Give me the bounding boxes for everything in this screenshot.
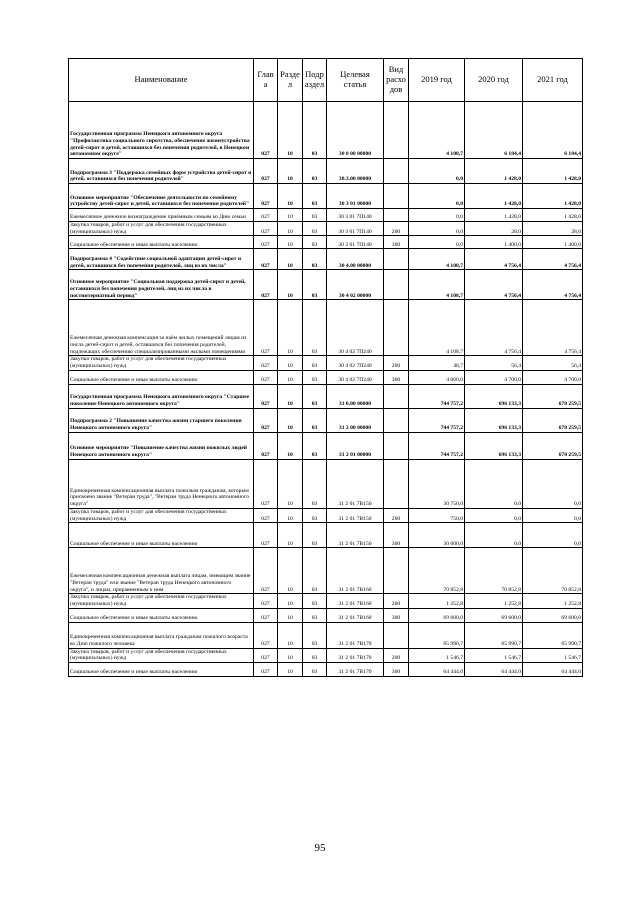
- row-expense: [384, 270, 409, 300]
- row-value-2020: 0,0: [465, 523, 523, 548]
- row-value-2021: 69 600,0: [523, 608, 583, 622]
- row-chapter: 027: [254, 184, 278, 209]
- table-row: [69, 159, 583, 184]
- row-value-2021: 4 756,4: [523, 300, 583, 356]
- row-subsection: 03: [303, 608, 327, 622]
- row-name: Государственная программа Ненецкого автономного округа "Профилактика социального сиротства, обеспечение жизнеустройства детей-сирот и детей, оставшихся без попечения родителей, в Ненецком автономном округе": [69, 102, 254, 159]
- row-chapter: 027: [254, 102, 278, 159]
- row-value-2020: 1 428,0: [465, 184, 523, 209]
- row-expense: 200: [384, 594, 409, 608]
- row-target: 31 2 01 7В170: [327, 663, 384, 677]
- row-name: Ежемесячное денежное вознаграждение приёмным семьям ко Дню семьи: [69, 209, 254, 222]
- row-section: 10: [278, 432, 303, 459]
- table-row: [69, 459, 583, 508]
- row-name: Закупка товаров, работ и услуг для обеспечения государственных (муниципальных) нужд: [69, 508, 254, 522]
- row-target: 31 2 01 7В150: [327, 459, 384, 508]
- row-subsection: 03: [303, 159, 327, 184]
- row-name: Основное мероприятие "Обеспечение деятельности по семейному устройству детей-сирот и детей, оставшихся без попечения родителей": [69, 184, 254, 209]
- row-subsection: 03: [303, 432, 327, 459]
- row-value-2021: 0,0: [523, 459, 583, 508]
- row-chapter: 027: [254, 222, 278, 236]
- row-target: 30 3 01 7П140: [327, 209, 384, 222]
- row-name: Подпрограмма 2 "Повышение качества жизни старшего поколения Ненецкого автономного округа": [69, 408, 254, 432]
- row-value-2020: 4 756,4: [465, 249, 523, 270]
- row-subsection: 03: [303, 370, 327, 384]
- row-target: 30 4.00 00000: [327, 249, 384, 270]
- row-value-2019: 4 108,7: [409, 300, 465, 356]
- row-value-2020: 64 444,0: [465, 663, 523, 677]
- row-target: 30 4 02 7П240: [327, 300, 384, 356]
- row-name: Социальное обеспечение и иные выплаты населению: [69, 663, 254, 677]
- row-chapter: 027: [254, 548, 278, 594]
- row-value-2020: 65 990,7: [465, 622, 523, 648]
- row-section: 10: [278, 608, 303, 622]
- row-section: 10: [278, 523, 303, 548]
- row-value-2019: 69 600,0: [409, 608, 465, 622]
- row-chapter: 027: [254, 459, 278, 508]
- row-value-2021: 0,0: [523, 508, 583, 522]
- row-name: Ежемесячная компенсационная денежная выплата лицам, имеющим звание "Ветеран труда" или звание "Ветеран труда Ненецкого автономного округа", и лицам, приравненным к ним: [69, 548, 254, 594]
- row-subsection: 03: [303, 222, 327, 236]
- row-section: 10: [278, 356, 303, 370]
- row-value-2021: 1 546,7: [523, 648, 583, 662]
- table-row: [69, 270, 583, 300]
- row-target: 30 0 00 00000: [327, 102, 384, 159]
- row-section: 10: [278, 159, 303, 184]
- row-value-2021: 678 259,5: [523, 384, 583, 408]
- table-row: [69, 648, 583, 662]
- row-name: Закупка товаров, работ и услуг для обеспечения государственных (муниципальных) нужд: [69, 648, 254, 662]
- row-chapter: 027: [254, 508, 278, 522]
- row-value-2021: 64 444,0: [523, 663, 583, 677]
- row-subsection: 03: [303, 236, 327, 249]
- row-value-2019: 48,7: [409, 356, 465, 370]
- table-row: [69, 370, 583, 384]
- row-chapter: 027: [254, 594, 278, 608]
- row-section: 10: [278, 459, 303, 508]
- row-subsection: 03: [303, 663, 327, 677]
- row-value-2020: 1 400,0: [465, 236, 523, 249]
- row-value-2021: 678 259,5: [523, 408, 583, 432]
- row-value-2021: 1 400,0: [523, 236, 583, 249]
- row-chapter: 027: [254, 209, 278, 222]
- row-value-2021: 6 184,4: [523, 102, 583, 159]
- table-row: [69, 663, 583, 677]
- row-target: 31 2 01 7В160: [327, 608, 384, 622]
- row-chapter: 027: [254, 384, 278, 408]
- row-chapter: 027: [254, 523, 278, 548]
- row-value-2020: 1 428,0: [465, 209, 523, 222]
- row-section: 10: [278, 508, 303, 522]
- row-value-2021: 1 252,8: [523, 594, 583, 608]
- row-section: 10: [278, 594, 303, 608]
- row-value-2021: 0,0: [523, 523, 583, 548]
- row-name: Единовременная компенсационная выплата пожилым гражданам, которым присвоено звание "Ветеран труда", "Ветеран труда Ненецкого автономного округа": [69, 459, 254, 508]
- row-section: 10: [278, 184, 303, 209]
- row-value-2020: 4 756,4: [465, 270, 523, 300]
- row-name: Подпрограмма 3 "Поддержка семейных форм устройства детей-сирот и детей, оставшихся без попечения родителей": [69, 159, 254, 184]
- row-section: 10: [278, 300, 303, 356]
- column-header-2021: 2021 год: [523, 59, 583, 102]
- column-header-name: Наименование: [69, 59, 254, 102]
- row-expense: [384, 459, 409, 508]
- row-target: 30 4 02 7П240: [327, 356, 384, 370]
- row-subsection: 03: [303, 523, 327, 548]
- row-expense: [384, 408, 409, 432]
- row-chapter: 027: [254, 408, 278, 432]
- row-target: 31 2 01 7В160: [327, 548, 384, 594]
- row-subsection: 03: [303, 184, 327, 209]
- row-chapter: 027: [254, 608, 278, 622]
- row-name: Основное мероприятие "Социальная поддержка детей-сирот и детей, оставшихся без попечения родителей, лиц из их числа в постинтернатный период": [69, 270, 254, 300]
- column-header-2020: 2020 год: [465, 59, 523, 102]
- row-value-2021: 4 700,0: [523, 370, 583, 384]
- row-value-2021: 1 428,0: [523, 184, 583, 209]
- row-subsection: 03: [303, 356, 327, 370]
- table-row: [69, 408, 583, 432]
- row-subsection: 03: [303, 648, 327, 662]
- row-section: 10: [278, 222, 303, 236]
- row-value-2021: 4 756,4: [523, 249, 583, 270]
- table-row: [69, 432, 583, 459]
- table-row: [69, 222, 583, 236]
- row-value-2020: 70 852,8: [465, 548, 523, 594]
- row-expense: [384, 209, 409, 222]
- row-value-2019: 70 852,8: [409, 548, 465, 594]
- row-target: 31 2 01 7В150: [327, 508, 384, 522]
- row-target: 31 2 01 7В160: [327, 594, 384, 608]
- row-name: Социальное обеспечение и иные выплаты населению: [69, 370, 254, 384]
- table-row: [69, 300, 583, 356]
- table-row: [69, 184, 583, 209]
- row-chapter: 027: [254, 356, 278, 370]
- row-value-2019: 64 444,0: [409, 663, 465, 677]
- table-row: [69, 236, 583, 249]
- row-section: 10: [278, 648, 303, 662]
- row-chapter: 027: [254, 432, 278, 459]
- budget-table: [68, 58, 583, 677]
- row-subsection: 03: [303, 594, 327, 608]
- row-section: 10: [278, 663, 303, 677]
- row-expense: 300: [384, 370, 409, 384]
- table-body: [69, 102, 583, 677]
- row-chapter: 027: [254, 300, 278, 356]
- row-subsection: 03: [303, 548, 327, 594]
- table-row: [69, 508, 583, 522]
- row-value-2020: 28,0: [465, 222, 523, 236]
- row-subsection: 03: [303, 408, 327, 432]
- row-name: Закупка товаров, работ и услуг для обеспечения государственных (муниципальных) нужд: [69, 356, 254, 370]
- row-expense: [384, 622, 409, 648]
- row-value-2020: 696 133,3: [465, 384, 523, 408]
- row-value-2020: 69 600,0: [465, 608, 523, 622]
- row-target: 31 2 01 7В170: [327, 622, 384, 648]
- row-section: 10: [278, 370, 303, 384]
- row-value-2021: 56,4: [523, 356, 583, 370]
- row-expense: 300: [384, 236, 409, 249]
- row-value-2019: 1 546,7: [409, 648, 465, 662]
- row-value-2021: 4 756,4: [523, 270, 583, 300]
- table-row: [69, 356, 583, 370]
- row-section: 10: [278, 249, 303, 270]
- column-header-expense: Вид расхо дов: [384, 59, 409, 102]
- row-chapter: 027: [254, 236, 278, 249]
- row-value-2020: 4 700,0: [465, 370, 523, 384]
- row-expense: 200: [384, 648, 409, 662]
- row-value-2021: 65 990,7: [523, 622, 583, 648]
- row-subsection: 03: [303, 249, 327, 270]
- row-value-2021: 1 428,0: [523, 209, 583, 222]
- row-section: 10: [278, 622, 303, 648]
- row-name: Ежемесячная денежная компенсация за наём жилых помещений лицам из числа детей-сирот и детей, оставшихся без попечения родителей, подлежащих обеспечению специализированными жилыми помещениями: [69, 300, 254, 356]
- row-expense: [384, 300, 409, 356]
- table-row: [69, 548, 583, 594]
- row-chapter: 027: [254, 663, 278, 677]
- row-value-2020: 696 133,3: [465, 408, 523, 432]
- row-chapter: 027: [254, 648, 278, 662]
- row-name: Основное мероприятие "Повышение качества жизни пожилых людей Ненецкого автономного округа": [69, 432, 254, 459]
- row-expense: 200: [384, 508, 409, 522]
- row-target: 30 3 01 00000: [327, 184, 384, 209]
- row-expense: [384, 384, 409, 408]
- row-target: 30 3 01 7П140: [327, 222, 384, 236]
- row-value-2021: 678 259,5: [523, 432, 583, 459]
- row-name: Закупка товаров, работ и услуг для обеспечения государственных (муниципальных) нужд: [69, 594, 254, 608]
- row-subsection: 03: [303, 622, 327, 648]
- row-value-2021: 1 428,0: [523, 159, 583, 184]
- row-target: 31 2 00 00000: [327, 408, 384, 432]
- row-chapter: 027: [254, 370, 278, 384]
- row-value-2020: 0,0: [465, 459, 523, 508]
- row-name: Социальное обеспечение и иные выплаты населению: [69, 523, 254, 548]
- table-row: [69, 622, 583, 648]
- row-section: 10: [278, 548, 303, 594]
- row-section: 10: [278, 270, 303, 300]
- row-value-2019: 4 108,7: [409, 270, 465, 300]
- row-target: 30.3.00 00000: [327, 159, 384, 184]
- row-subsection: 03: [303, 459, 327, 508]
- row-name: Социальное обеспечение и иные выплаты населению: [69, 608, 254, 622]
- row-value-2019: 30 000,0: [409, 523, 465, 548]
- column-header-2019: 2019 год: [409, 59, 465, 102]
- table-header-row: [69, 59, 583, 102]
- row-expense: [384, 249, 409, 270]
- row-target: 30 4 02 00000: [327, 270, 384, 300]
- row-name: Закупка товаров, работ и услуг для обеспечения государственных (муниципальных) нужд: [69, 222, 254, 236]
- row-value-2020: 6 184,4: [465, 102, 523, 159]
- row-chapter: 027: [254, 270, 278, 300]
- row-section: 10: [278, 236, 303, 249]
- row-value-2020: 696 133,3: [465, 432, 523, 459]
- row-target: 30 3 01 7П140: [327, 236, 384, 249]
- row-subsection: 03: [303, 384, 327, 408]
- table-row: [69, 608, 583, 622]
- row-value-2019: 0,0: [409, 222, 465, 236]
- table-row: [69, 594, 583, 608]
- row-value-2019: 744 757,2: [409, 384, 465, 408]
- column-header-subsection: Подр аздел: [303, 59, 327, 102]
- row-subsection: 03: [303, 300, 327, 356]
- row-value-2019: 4 060,0: [409, 370, 465, 384]
- row-value-2020: 4 756,4: [465, 300, 523, 356]
- column-header-target: Целевая статья: [327, 59, 384, 102]
- row-section: 10: [278, 408, 303, 432]
- row-name: Подпрограмма 4 "Содействие социальной адаптации детей-сирот и детей, оставшихся без попечения родителей, лиц из их числа": [69, 249, 254, 270]
- row-subsection: 03: [303, 209, 327, 222]
- row-expense: 300: [384, 663, 409, 677]
- row-subsection: 03: [303, 508, 327, 522]
- row-expense: [384, 184, 409, 209]
- row-subsection: 03: [303, 102, 327, 159]
- row-expense: [384, 102, 409, 159]
- row-value-2020: 1 252,8: [465, 594, 523, 608]
- row-value-2019: 1 252,8: [409, 594, 465, 608]
- row-expense: [384, 432, 409, 459]
- row-expense: [384, 159, 409, 184]
- row-value-2020: 1 546,7: [465, 648, 523, 662]
- row-expense: 300: [384, 523, 409, 548]
- row-section: 10: [278, 102, 303, 159]
- row-value-2020: 0,0: [465, 508, 523, 522]
- row-value-2020: 1 428,0: [465, 159, 523, 184]
- row-value-2019: 0,0: [409, 184, 465, 209]
- row-value-2021: 70 852,8: [523, 548, 583, 594]
- table-row: [69, 249, 583, 270]
- row-value-2019: 744 757,2: [409, 432, 465, 459]
- page-number: 95: [314, 842, 326, 854]
- row-value-2019: 0,0: [409, 236, 465, 249]
- row-chapter: 027: [254, 249, 278, 270]
- row-expense: 200: [384, 222, 409, 236]
- row-target: 31 2 01 7В170: [327, 648, 384, 662]
- row-chapter: 027: [254, 622, 278, 648]
- row-value-2019: 744 757,2: [409, 408, 465, 432]
- row-expense: 200: [384, 356, 409, 370]
- row-section: 10: [278, 209, 303, 222]
- row-value-2019: 0,0: [409, 209, 465, 222]
- column-header-section: Разде л: [278, 59, 303, 102]
- row-chapter: 027: [254, 159, 278, 184]
- row-expense: 300: [384, 608, 409, 622]
- row-subsection: 03: [303, 270, 327, 300]
- row-value-2019: 4 108,7: [409, 102, 465, 159]
- row-value-2019: 750,0: [409, 508, 465, 522]
- row-expense: [384, 548, 409, 594]
- table-row: [69, 209, 583, 222]
- table-row: [69, 102, 583, 159]
- row-value-2020: 56,4: [465, 356, 523, 370]
- row-name: Единовременная компенсационная выплата гражданам пожилого возраста ко Дню пожилого человека: [69, 622, 254, 648]
- table-row: [69, 384, 583, 408]
- row-value-2019: 30 750,0: [409, 459, 465, 508]
- table-row: [69, 523, 583, 548]
- row-value-2019: 4 108,7: [409, 249, 465, 270]
- row-target: 30 4 02 7П240: [327, 370, 384, 384]
- row-value-2019: 65 990,7: [409, 622, 465, 648]
- column-header-chapter: Глав а: [254, 59, 278, 102]
- row-target: 31 2 01 7В150: [327, 523, 384, 548]
- row-section: 10: [278, 384, 303, 408]
- row-target: 31 2 01 00000: [327, 432, 384, 459]
- row-target: 31 0.00 00000: [327, 384, 384, 408]
- row-value-2021: 28,0: [523, 222, 583, 236]
- row-name: Социальное обеспечение и иные выплаты населению: [69, 236, 254, 249]
- row-value-2019: 0,0: [409, 159, 465, 184]
- row-name: Государственная программа Ненецкого автономного округа "Старшее поколение Ненецкого автономного округа": [69, 384, 254, 408]
